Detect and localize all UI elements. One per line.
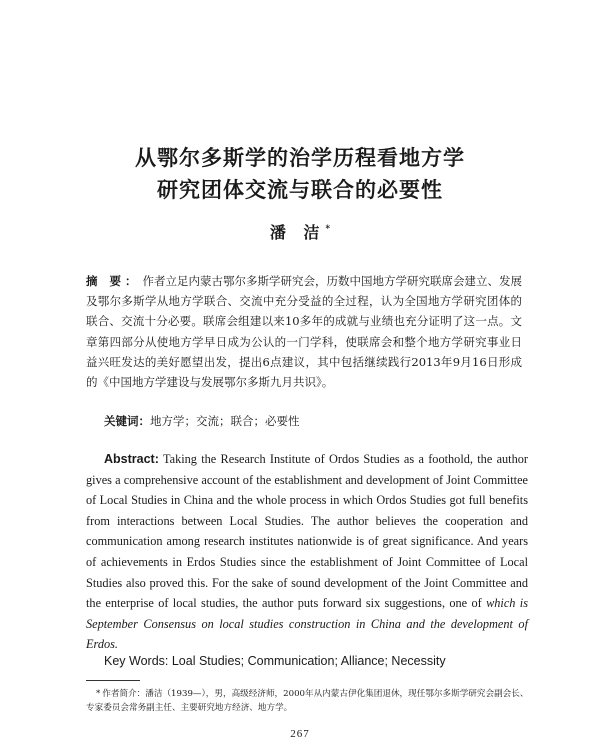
chinese-keywords-label: 关键词： xyxy=(104,414,150,428)
author-footnote xyxy=(86,688,532,715)
page-number: 267 xyxy=(290,728,310,740)
chinese-abstract-label: 摘 要： xyxy=(86,274,141,288)
english-keywords xyxy=(104,652,524,670)
english-keywords-label: Key Words: xyxy=(104,654,169,668)
english-abstract-italic-text: which is September Consensus on local studies construction in China and the development of Erdos. xyxy=(86,596,529,652)
chinese-keywords xyxy=(104,412,524,430)
paper-title-line1: 从鄂尔多斯学的治学历程看地方学 xyxy=(135,145,465,170)
paper-title-line2: 研究团体交流与联合的必要性 xyxy=(157,177,443,202)
english-abstract xyxy=(86,449,528,655)
author-name-text: 潘 洁 xyxy=(269,223,326,242)
english-abstract-label: Abstract: xyxy=(104,452,159,466)
author-name xyxy=(0,220,600,243)
english-abstract-text: Taking the Research Institute of Ordos Studies as a foothold, the author gives a comprehensive account of the establishment and development of Joint Committee of Local Studies in China and the whole process in which Ordos Studies got full benefits from interactions between Local Studies. The author believes the cooperation and communication among research institutes nationwide is of great significance. And years of achievements in Erdos Studies since the establishment of Joint Committee of Local Studies also proved this. For the sake of sound development of the Joint Committee and the enterprise of local studies, the author puts forward six suggestions, one of xyxy=(86,452,528,611)
footnote-divider xyxy=(86,680,140,681)
footnote-text: 作者简介：潘洁（1939—），男，高级经济师，2000年从内蒙古伊化集团退休，现任鄂尔多斯学研究会副会长、专家委员会常务副主任、主要研究地方经济、地方学。 xyxy=(86,689,529,713)
author-footnote-mark: * xyxy=(325,224,331,235)
chinese-abstract xyxy=(86,271,522,392)
chinese-abstract-text: 作者立足内蒙古鄂尔多斯学研究会，历数中国地方学研究联席会建立、发展及鄂尔多斯学从地方学联合、交流中充分受益的全过程，认为全国地方学研究团体的联合、交流十分必要。联席会组建以来10多年的成就与业绩也充分证明了这一点。文章第四部分从使地方学早日成为公认的一门学科，使联席会和整个地方学研究事业日益兴旺发达的美好愿望出发，提出6点建议，其中包括继续践行2013年9月16日形成的《中国地方学建设与发展鄂尔多斯九月共识》。 xyxy=(86,274,523,390)
chinese-keywords-text: 地方学；交流；联合；必要性 xyxy=(150,414,300,428)
english-keywords-text: Loal Studies; Communication; Alliance; Necessity xyxy=(171,654,446,668)
footnote-mark: * xyxy=(96,689,101,699)
